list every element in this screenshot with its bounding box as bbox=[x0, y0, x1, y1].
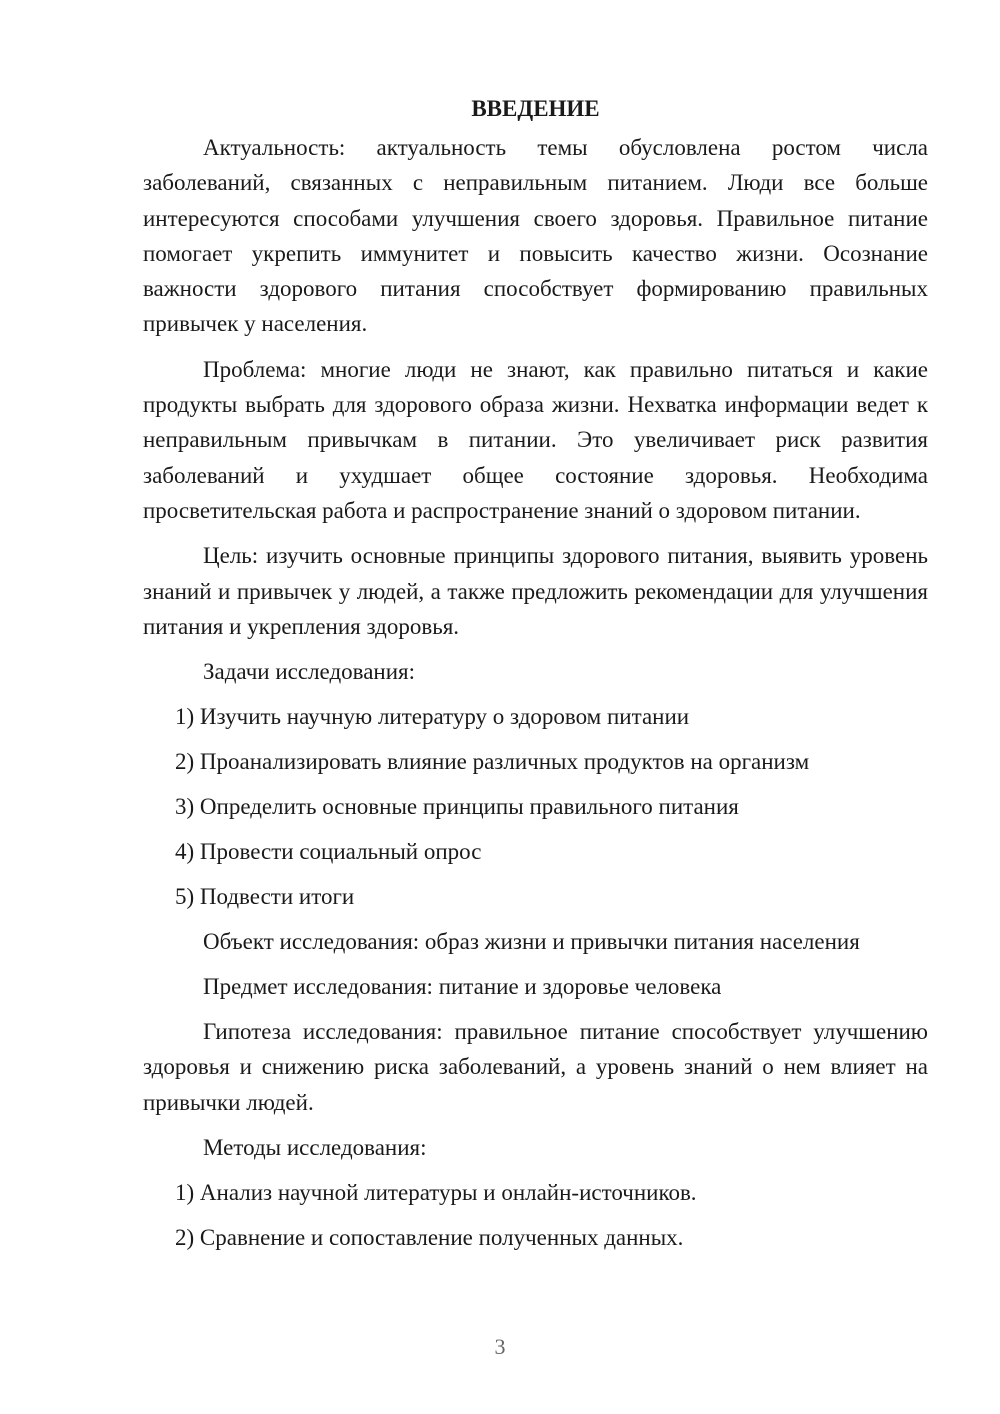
goal-paragraph: Цель: изучить основные принципы здорового питания, выявить уровень знаний и привычек у людей, а также предложить рекомендации для улучшения питания и укрепления здоровья. bbox=[143, 543, 928, 639]
document-page bbox=[143, 92, 928, 1265]
page-number: 3 bbox=[494, 1334, 506, 1359]
method-item: 2) Сравнение и сопоставление полученных данных. bbox=[175, 1225, 684, 1251]
task-item: 1) Изучить научную литературу о здоровом питании bbox=[175, 704, 690, 730]
method-item: 1) Анализ научной литературы и онлайн-источников. bbox=[175, 1180, 697, 1206]
task-item: 5) Подвести итоги bbox=[175, 884, 355, 910]
task-item: 4) Провести социальный опрос bbox=[175, 839, 482, 865]
methods-heading: Методы исследования: bbox=[203, 1135, 427, 1161]
tasks-heading: Задачи исследования: bbox=[203, 659, 416, 685]
relevance-paragraph: Актуальность: актуальность темы обусловлена ростом числа заболеваний, связанных с неправильным питанием. Люди все больше интересуются способами улучшения своего здоровья. Правильное питание помогает укрепить иммунитет и повысить качество жизни. Осознание важности здорового питания способствует формированию правильных привычек у населения. bbox=[143, 135, 928, 337]
research-subject: Предмет исследования: питание и здоровье человека bbox=[203, 974, 722, 1000]
task-item: 3) Определить основные принципы правильного питания bbox=[175, 794, 739, 820]
task-item: 2) Проанализировать влияние различных продуктов на организм bbox=[175, 749, 810, 775]
problem-paragraph: Проблема: многие люди не знают, как правильно питаться и какие продукты выбрать для здорового образа жизни. Нехватка информации ведет к неправильным привычкам в питании. Это увеличивает риск развития заболеваний и ухудшает общее состояние здоровья. Необходима просветительская работа и распространение знаний о здоровом питании. bbox=[143, 356, 928, 523]
section-title: ВВЕДЕНИЕ bbox=[471, 96, 600, 121]
research-object: Объект исследования: образ жизни и привычки питания населения bbox=[203, 929, 860, 955]
hypothesis-paragraph: Гипотеза исследования: правильное питание способствует улучшению здоровья и снижению риска заболеваний, а уровень знаний о нем влияет на привычки людей. bbox=[143, 1019, 928, 1115]
